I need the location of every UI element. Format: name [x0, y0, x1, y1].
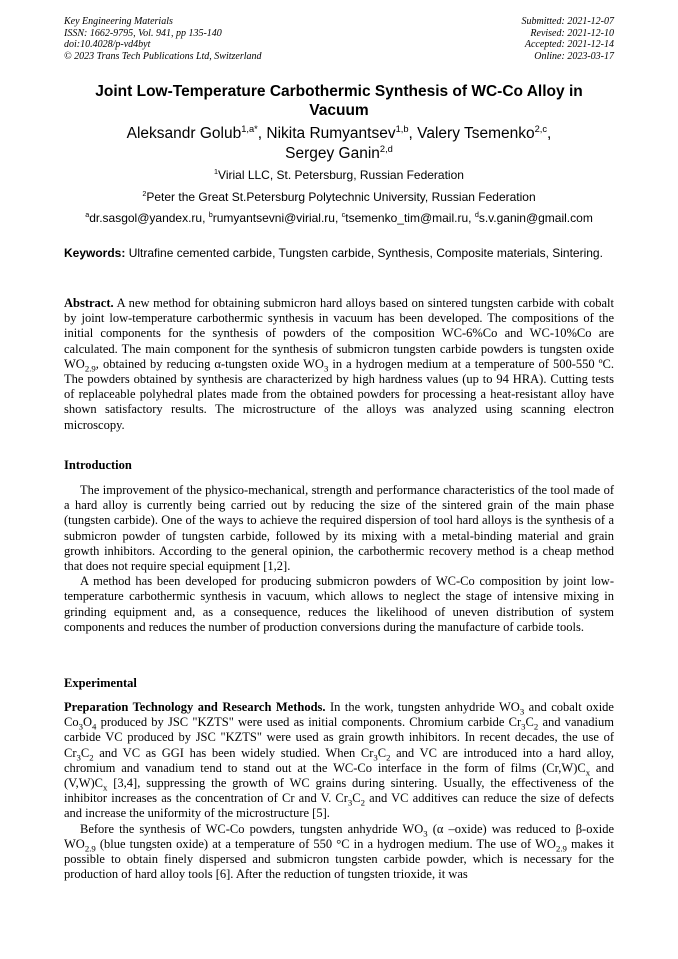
author-emails — [64, 211, 614, 225]
subscript: x — [585, 767, 591, 778]
abstract-text: A new method for obtaining submicron hard alloys based on sintered tungsten carbide with cobalt by joint low-temperature carbothermic synthesis in vacuum has been developed. The compositions of the initial components for the synthesis of powders of the composition WC-6%Co and WC-10%Co are calculated. The main component for the synthesis of submicron tungsten carbide powders is tungsten oxide WO — [64, 296, 614, 371]
subscript: 3 — [76, 752, 81, 763]
subscript: 2.9 — [84, 843, 96, 854]
author-affiliation-marker: 1,a* — [241, 123, 258, 134]
keywords — [64, 246, 614, 260]
subscript: 2 — [533, 721, 539, 732]
affiliation-text: Peter the Great St.Petersburg Polytechnic University, Russian Federation — [146, 190, 536, 204]
subscript: 2 — [89, 752, 94, 763]
subsection-label: Preparation Technology and Research Methods. — [64, 700, 326, 714]
subscript: 3 — [78, 721, 83, 732]
author-separator: , — [408, 125, 418, 142]
subscript: 3 — [323, 363, 329, 374]
rich-text: In the work, tungsten anhydride $WO_3$ and cobalt oxide $Co_3O_4$ produced by JSC "KZTS" were used as initial components. Chromium carbide $Cr_3C_2$ and vanadium carbide VC produced by JSC "KZTS" were used as grain growth inhibitors. In recent decades, the use of $Cr_3C_2$ and VC as GGI has been widely studied. When $Cr_3C_2$ and VC are introduced into a hard alloy, chromium and vanadium tend to stand out at the WC-Co interface in the form of films $(Cr,W)C_x$ and $(V,W)C_x$ [3,4], suppressing the growth of WC grains during sintering. Usually, the effectiveness of the inhibitor increases as the concentration of Cr and V. $Cr_3C_2$ and VC additives can reduce the size of defects and increase the uniformity of the microstructure [5]. — [64, 700, 615, 821]
affiliation — [64, 168, 614, 182]
section-heading-introduction: Introduction — [64, 458, 132, 472]
email-marker: d — [474, 210, 479, 219]
introduction-section — [64, 483, 614, 635]
affiliation-text: Virial LLC, St. Petersburg, Russian Federation — [218, 168, 464, 182]
subscript: 2 — [386, 752, 391, 763]
date-accepted: Accepted: 2021-12-14 — [524, 39, 614, 50]
email-marker: a — [85, 210, 90, 219]
keywords-text: Ultrafine cemented carbide, Tungsten carbide, Synthesis, Composite materials, Sintering. — [125, 246, 603, 260]
keywords-label: Keywords: — [64, 246, 126, 260]
body-paragraph — [64, 700, 614, 822]
date-online: Online: 2023-03-17 — [534, 50, 614, 62]
paper-title: Joint Low-Temperature Carbothermic Synthesis of WC-Co Alloy in Vacuum — [95, 83, 583, 119]
subscript: x — [103, 782, 108, 793]
author-name: Sergey Ganin — [285, 145, 380, 162]
journal-doi[interactable]: doi:10.4028/p-vd4byt — [64, 39, 151, 50]
subscript: 2.9 — [84, 363, 96, 374]
date-revised: Revised: 2021-12-10 — [530, 27, 614, 39]
author — [127, 125, 267, 142]
author-affiliation-marker: 1,b — [395, 123, 409, 134]
author-name: Valery Tsemenko — [417, 125, 535, 142]
body-paragraph: A method has been developed for producing submicron powders of WC-Co composition by joint low-temperature carbothermic synthesis in vacuum, which allows to neglect the stage of intensive mixing in grinding equipment and, as a consequence, reduces the likelihood of uneven distribution of system components and reduces the number of production conversions during the manufacture of carbide tools. — [64, 574, 614, 634]
author-affiliation-marker: 2,c — [534, 123, 548, 134]
email-marker: c — [341, 210, 346, 219]
affiliation — [64, 190, 614, 204]
author-separator: , — [257, 125, 267, 142]
subscript: 3 — [347, 797, 353, 808]
experimental-section — [64, 700, 614, 882]
subscript: 3 — [521, 721, 526, 732]
body-paragraph: The improvement of the physico-mechanical, strength and performance characteristics of the tool made of a hard alloy is currently being carried out by reducing the size of the sintered grain of the main phase (tungsten carbide). One of the ways to achieve the required dispersion of tool hard alloys is the synthesis of a submicron powder of tungsten carbide, followed by its mixing with a metal-binding material and grain growth inhibitors. According to the general opinion, the carbothermic recovery method is a cheap method that does not require special equipment [1,2]. — [64, 483, 614, 574]
author — [285, 145, 393, 162]
email-marker: b — [208, 210, 213, 219]
abstract-text: , obtained by reducing α-tungsten oxide WO — [95, 356, 324, 371]
author-separator: , — [547, 125, 552, 142]
author — [417, 125, 551, 142]
affiliation-marker: 2 — [142, 189, 147, 198]
subscript: 3 — [373, 752, 378, 763]
date-submitted: Submitted: 2021-12-07 — [521, 16, 614, 27]
abstract — [64, 296, 614, 433]
subscript: 2.9 — [555, 843, 567, 854]
subscript: 3 — [423, 828, 428, 839]
subscript: 4 — [92, 721, 97, 732]
body-paragraph — [64, 822, 614, 883]
author-name: Aleksandr Golub — [126, 125, 242, 142]
section-heading-experimental: Experimental — [64, 676, 137, 690]
author-affiliation-marker: 2,d — [379, 143, 393, 154]
journal-copyright: © 2023 Trans Tech Publications Ltd, Switzerland — [64, 50, 262, 62]
author — [266, 125, 417, 142]
affiliation-marker: 1 — [214, 167, 219, 176]
journal-info — [64, 16, 262, 62]
email-link[interactable]: s.v.ganin@gmail.com — [478, 211, 593, 225]
abstract-paragraph — [64, 296, 614, 433]
author-list — [64, 124, 614, 164]
email-link[interactable]: dr.sasgol@yandex.ru, — [89, 211, 209, 225]
abstract-label: Abstract. — [64, 296, 114, 310]
email-link[interactable]: rumyantsevni@virial.ru, — [212, 211, 342, 225]
subscript: 3 — [519, 706, 525, 717]
abstract-text: in a hydrogen medium at a temperature of 500-550 ºC. The powders obtained by synthesis are characterized by high hardness values (up to 94 HRA). Cutting tests of replaceable polyhedral plates made from the obtained powders for processing a heat-resistant alloy have shown satisfactory results. The microstructure of the alloys was analyzed using scanning electron microscopy. — [64, 356, 615, 432]
journal-name: Key Engineering Materials — [64, 16, 173, 27]
submission-dates — [522, 16, 615, 62]
subscript: 2 — [360, 797, 365, 808]
email-link[interactable]: tsemenko_tim@mail.ru, — [345, 211, 475, 225]
author-name: Nikita Rumyantsev — [266, 125, 396, 142]
journal-issn: ISSN: 1662-9795, Vol. 941, pp 135-140 — [64, 27, 222, 39]
rich-text: Before the synthesis of WC-Co powders, tungsten anhydride $WO_3$ (α –oxide) was reduced to β-oxide $WO_{2.9}$ (blue tungsten oxide) at a temperature of 550 °C in a hydrogen medium. The use of $WO_{2.9}$ makes it possible to obtain finely dispersed and submicron tungsten carbide powder, which is necessary for the production of hard alloy tools [6]. After the reduction of tungsten trioxide, it was — [64, 821, 614, 882]
